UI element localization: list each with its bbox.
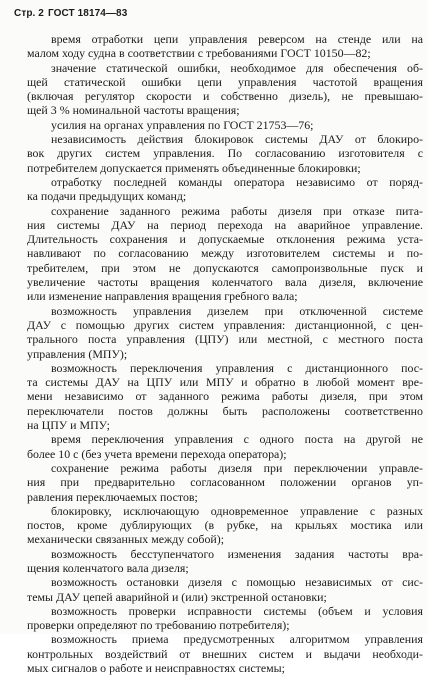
text-line: малом ходу судна в соответствии с требованиями ГОСТ 10150—82; xyxy=(27,46,371,61)
page-header xyxy=(14,8,127,19)
text-line: механически связанных между собой); xyxy=(27,532,225,547)
text-line: сохранение заданного режима работы дизеля при отказе пита- xyxy=(51,203,423,218)
text-line: возможность переключения управления с дистанционного пос- xyxy=(51,360,423,375)
text-line: ДАУ с помощью других систем управления: дистанционной, с цен- xyxy=(27,317,423,332)
text-line: значение статической ошибки, необходимое для обеспечения об- xyxy=(51,60,423,75)
text-line: потребителем допускается применять объединенные блокировки; xyxy=(27,160,361,175)
text-line: навливают по согласованию между изготовителем системы и по- xyxy=(27,246,423,261)
text-line: мени независимо от заданного режима работы дизеля, при этом xyxy=(27,389,423,404)
text-line: возможность остановки дизеля с помощью независимых от сис- xyxy=(51,575,423,590)
body-text xyxy=(27,32,423,675)
text-line: ка подачи предыдущих команд; xyxy=(27,189,187,204)
text-line: время отработки цепи управления реверсом на стенде или на xyxy=(51,32,423,46)
text-line: постов, кроме дублирующих (в рубке, на крыльях мостика или xyxy=(27,518,423,533)
text-line: щения коленчатого вала дизеля; xyxy=(27,560,189,575)
text-line: возможность управления дизелем при отключенной системе xyxy=(51,303,423,318)
text-line: вок других систем управления. По согласованию изготовителя с xyxy=(27,146,423,161)
text-line: ния при предварительно согласованном положении органов уп- xyxy=(27,475,423,490)
text-line: независимость действия блокировок системы ДАУ от блокиро- xyxy=(51,132,423,147)
text-line: или изменение направления вращения гребного вала; xyxy=(27,289,298,304)
page-number: Стр. 2 xyxy=(14,8,44,19)
standard-code: ГОСТ 18174—83 xyxy=(47,8,128,19)
text-line: трального поста управления (ЦПУ) или местной, с местного поста xyxy=(27,332,423,347)
text-line: управления (МПУ); xyxy=(27,346,128,361)
text-line: Длительность сохранения и допускаемые отклонения режима уста- xyxy=(27,232,423,247)
text-line: мых сигналов о работе и неисправностях системы; xyxy=(27,661,285,675)
text-line: (включая регулятор скорости и собственно дизель), не превышаю- xyxy=(27,89,423,104)
text-line: та системы ДАУ на ЦПУ или МПУ и обратно в любой момент вре- xyxy=(27,375,423,390)
text-line: проверки определяют по требованию потребителя); xyxy=(27,618,290,633)
text-line: контрольных воздействий от внешних систем и выдачи необходи- xyxy=(27,646,423,661)
text-line: более 10 с (без учета времени перехода оператора); xyxy=(27,446,287,461)
text-line: щей 3 % номинальной частоты вращения; xyxy=(27,103,240,118)
text-line: отработку последней команды оператора независимо от поряд- xyxy=(51,174,423,189)
text-line: темы ДАУ цепей аварийной и (или) экстренной остановки; xyxy=(27,589,327,604)
text-line: требителем, при этом не допускаются самопроизвольные пуск и xyxy=(27,260,423,275)
text-line: увеличение частоты вращения коленчатого вала дизеля, включение xyxy=(27,275,423,290)
text-line: возможность проверки исправности системы (объем и условия xyxy=(51,603,423,618)
text-line: на ЦПУ и МПУ; xyxy=(27,418,110,433)
text-line: время переключения управления с одного поста на другой не xyxy=(51,432,423,447)
text-line: равления переключаемых постов; xyxy=(27,489,198,504)
text-line: ния системы ДАУ на период перехода на аварийное управление. xyxy=(27,217,423,232)
text-line: возможность бесступенчатого изменения задания частоты вра- xyxy=(51,546,423,561)
text-line: возможность приема предусмотренных алгоритмом управления xyxy=(51,632,423,647)
text-line: блокировку, исключающую одновременное управление с разных xyxy=(51,503,423,518)
text-line: усилия на органах управления по ГОСТ 21753—76; xyxy=(51,117,314,132)
text-line: переключатели постов должны быть расположены соответственно xyxy=(27,403,423,418)
text-line: сохранение режима работы дизеля при переключении управле- xyxy=(51,460,423,475)
text-line: щей статической ошибки цепи управления частотой вращения xyxy=(27,74,423,89)
